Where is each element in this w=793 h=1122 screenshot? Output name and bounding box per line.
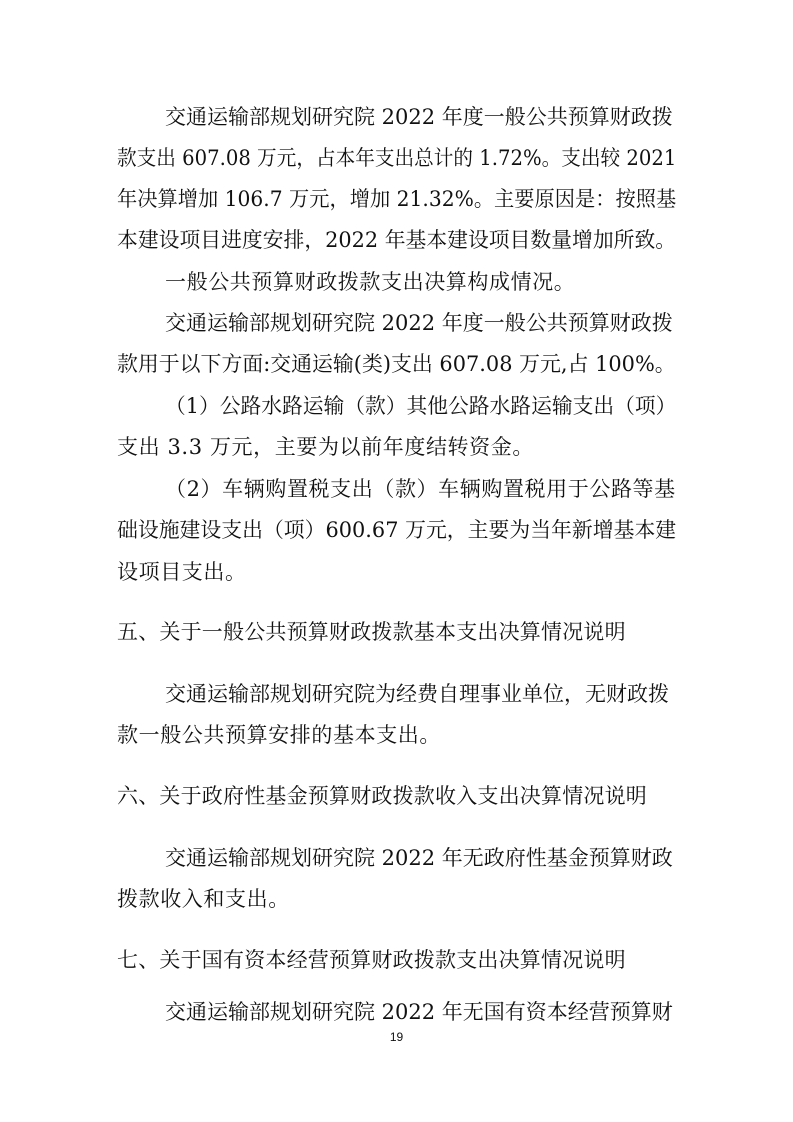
paragraph-line: 年决算增加 106.7 万元，增加 21.32%。主要原因是：按照基: [117, 187, 677, 211]
paragraph-line: 交通运输部规划研究院为经费自理事业单位，无财政拨: [165, 682, 669, 706]
paragraph-line: 支出 3.3 万元，主要为以前年度结转资金。: [117, 435, 534, 459]
paragraph-line: 一般公共预算财政拨款支出决算构成情况。: [165, 270, 576, 294]
paragraph-line: （1）公路水路运输（款）其他公路水路运输支出（项）: [165, 394, 677, 418]
section-heading: 六、关于政府性基金预算财政拨款收入支出决算情况说明: [117, 784, 647, 808]
paragraph-line: 本建设项目进度安排，2022 年基本建设项目数量增加所致。: [117, 228, 677, 252]
paragraph-line: 拨款收入和支出。: [117, 887, 290, 911]
page-number: 19: [389, 1030, 404, 1044]
paragraph-line: 款支出 607.08 万元，占本年支出总计的 1.72%。支出较 2021: [117, 146, 677, 170]
paragraph-line: 交通运输部规划研究院 2022 年度一般公共预算财政拨: [165, 311, 673, 335]
paragraph-line: 款一般公共预算安排的基本支出。: [117, 723, 441, 747]
paragraph-line: 设项目支出。: [117, 560, 247, 584]
paragraph-line: 交通运输部规划研究院 2022 年无国有资本经营预算财: [165, 1000, 673, 1024]
section-heading: 五、关于一般公共预算财政拨款基本支出决算情况说明: [117, 620, 626, 644]
section-heading: 七、关于国有资本经营预算财政拨款支出决算情况说明: [117, 948, 626, 972]
paragraph-line: 款用于以下方面:交通运输(类)支出 607.08 万元,占 100%。: [117, 352, 676, 376]
paragraph-line: 交通运输部规划研究院 2022 年无政府性基金预算财政: [165, 846, 673, 870]
paragraph-line: 础设施建设支出（项）600.67 万元，主要为当年新增基本建: [117, 518, 677, 542]
paragraph-line: 交通运输部规划研究院 2022 年度一般公共预算财政拨: [165, 105, 673, 129]
paragraph-line: （2）车辆购置税支出（款）车辆购置税用于公路等基: [165, 477, 676, 501]
